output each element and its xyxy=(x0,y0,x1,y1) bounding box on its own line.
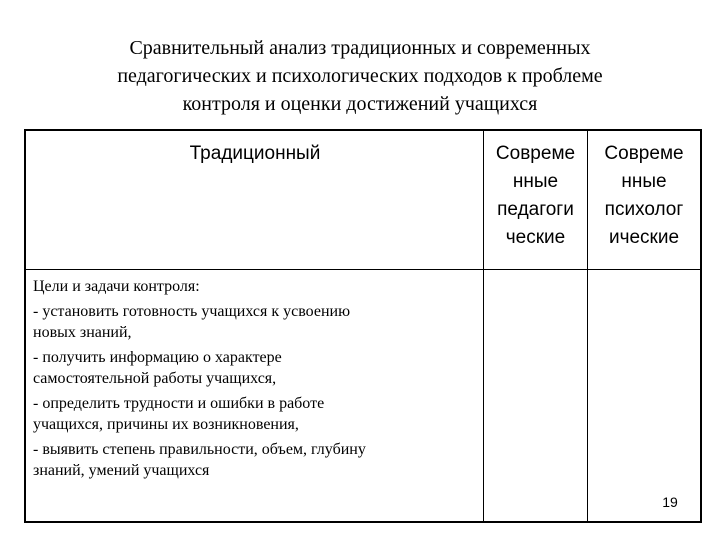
header-line: Традиционный xyxy=(189,143,321,164)
header-modern-pedagogical xyxy=(484,140,587,252)
header-modern-psychological xyxy=(588,140,700,252)
title-line: Сравнительный анализ традиционных и современных xyxy=(129,37,591,59)
table-row-divider xyxy=(24,269,702,270)
header-line: ические xyxy=(608,227,680,248)
slide-title xyxy=(40,34,680,118)
list-item: - определить трудности и ошибки в работе xyxy=(33,395,325,412)
list-item: - установить готовность учащихся к усвоению xyxy=(33,303,351,320)
list-item: - получить информацию о характере xyxy=(33,349,282,366)
header-line: нные xyxy=(512,171,559,192)
title-line: педагогических и психологических подходов к проблеме xyxy=(117,65,603,87)
header-traditional xyxy=(26,140,484,168)
table-border-top xyxy=(24,129,702,131)
header-line: Совреме xyxy=(495,143,576,164)
goals-heading: Цели и задачи контроля: xyxy=(33,278,200,295)
list-item-continuation: знаний, умений учащихся xyxy=(33,462,210,479)
header-line: Совреме xyxy=(604,143,684,164)
header-line: нные xyxy=(621,171,667,192)
header-line: педагоги xyxy=(497,199,574,220)
title-line: контроля и оценки достижений учащихся xyxy=(182,93,538,115)
control-goals-text xyxy=(33,276,473,481)
list-item-continuation: учащихся, причины их возникновения, xyxy=(33,416,299,433)
table-border-bottom xyxy=(24,521,702,523)
list-item-continuation: самостоятельной работы учащихся, xyxy=(33,370,277,387)
table-border-left xyxy=(24,129,26,523)
table-border-right xyxy=(700,129,702,523)
header-line: психолог xyxy=(604,199,684,220)
list-item-continuation: новых знаний, xyxy=(33,324,132,341)
list-item: - выявить степень правильности, объем, глубину xyxy=(33,441,366,458)
header-line: ческие xyxy=(505,227,566,248)
page-number: 19 xyxy=(662,494,678,510)
